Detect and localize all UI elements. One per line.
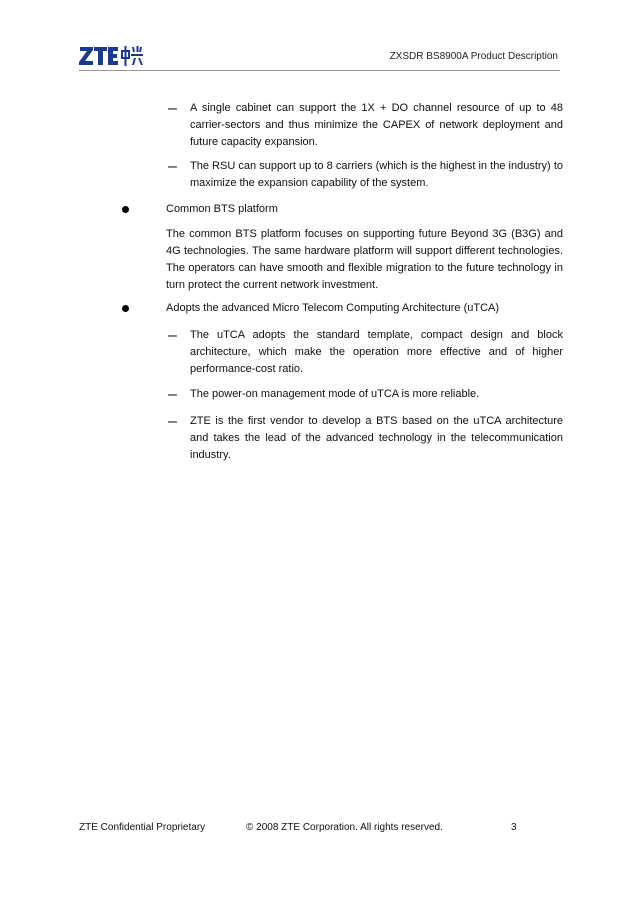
bullet-icon bbox=[122, 305, 129, 312]
header-divider bbox=[79, 70, 560, 71]
bullet-icon bbox=[122, 206, 129, 213]
dash-marker: – bbox=[168, 158, 177, 175]
footer-confidential: ZTE Confidential Proprietary bbox=[79, 822, 206, 833]
dash-marker: – bbox=[168, 327, 177, 344]
list-item bbox=[168, 158, 563, 192]
list-item-text: The RSU can support up to 8 carriers (which is the highest in the industry) to maximize the expansion capability of the system. bbox=[190, 160, 563, 189]
bullet-item bbox=[122, 300, 563, 317]
document-title: ZXSDR BS8900A Product Description bbox=[389, 51, 558, 62]
bullet-text: Common BTS platform bbox=[166, 203, 278, 215]
paragraph: The common BTS platform focuses on supporting future Beyond 3G (B3G) and 4G technologies. The same hardware platform will support different technologies. The operators can have smooth and flexible migration to the future technology in turn protect the current network investment. bbox=[166, 228, 563, 291]
dash-marker: – bbox=[168, 386, 177, 403]
zte-logo-icon bbox=[79, 44, 143, 68]
footer-copyright: © 2008 ZTE Corporation. All rights reserved. bbox=[246, 822, 443, 833]
list-item-text: The uTCA adopts the standard template, compact design and block architecture, which make the operation more effective and of higher performance-cost ratio. bbox=[190, 329, 563, 375]
bullet-item bbox=[122, 201, 563, 218]
bullet-text: Adopts the advanced Micro Telecom Computing Architecture (uTCA) bbox=[166, 302, 500, 314]
list-item-text: ZTE is the first vendor to develop a BTS based on the uTCA architecture and takes the lead of the advanced technology in the telecommunication industry. bbox=[190, 415, 563, 461]
list-item-text: A single cabinet can support the 1X + DO channel resource of up to 48 carrier-sectors and thus minimize the CAPEX of network deployment and future capacity expansion. bbox=[190, 102, 563, 148]
list-item bbox=[168, 413, 563, 464]
zte-logo bbox=[79, 44, 143, 68]
list-item bbox=[168, 327, 563, 378]
list-item-text: The power-on management mode of uTCA is more reliable. bbox=[190, 388, 480, 400]
dash-marker: – bbox=[168, 413, 177, 430]
list-item bbox=[168, 100, 563, 151]
page-number: 3 bbox=[511, 822, 517, 833]
list-item bbox=[168, 386, 563, 403]
dash-marker: – bbox=[168, 100, 177, 117]
